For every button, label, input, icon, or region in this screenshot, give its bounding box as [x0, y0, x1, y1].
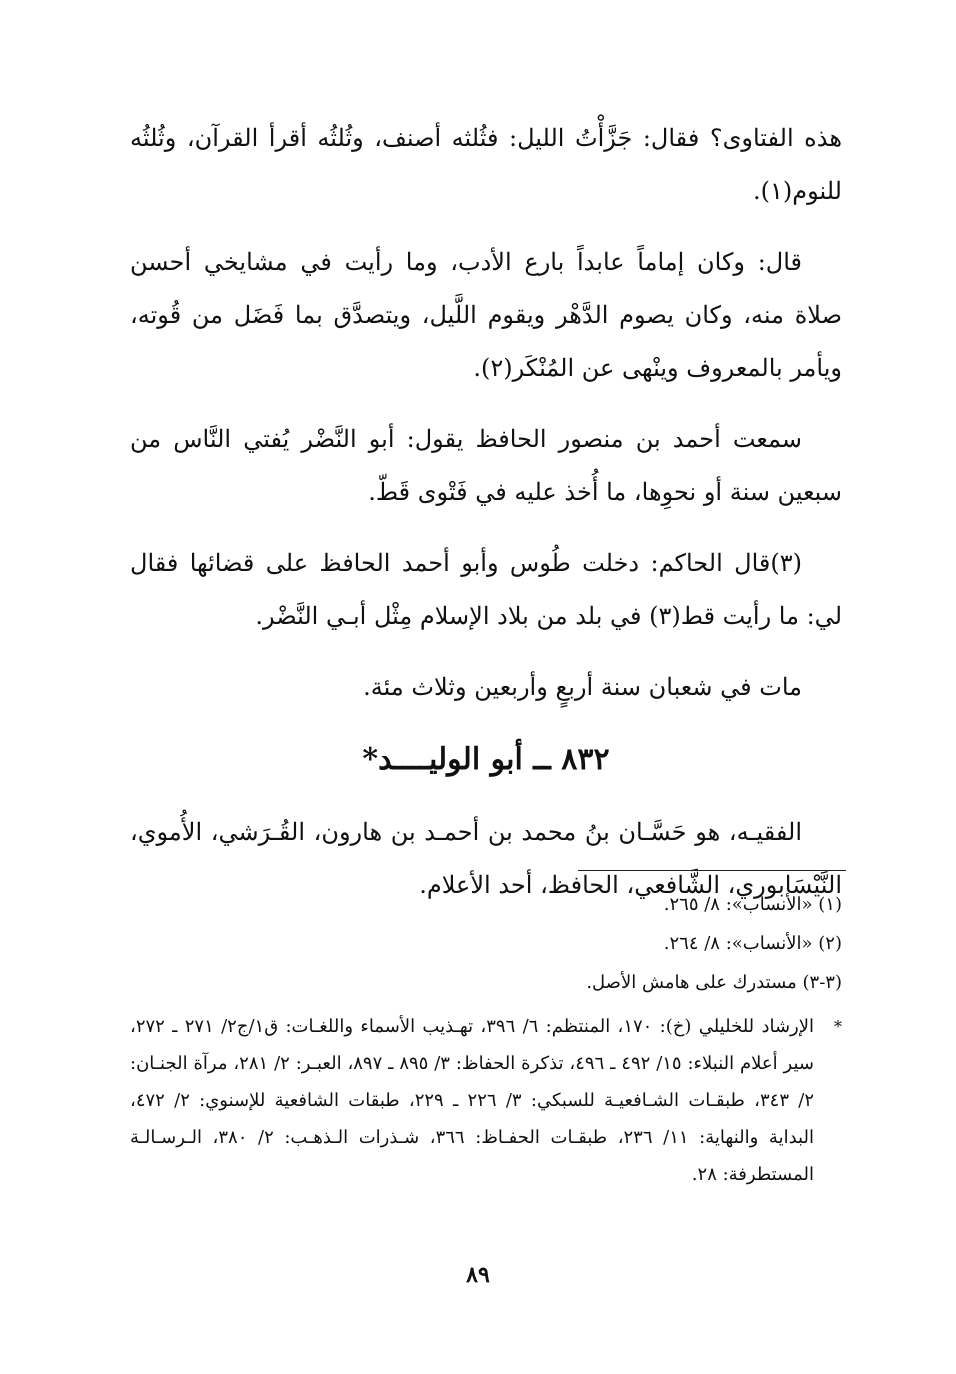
sources-text: الإرشاد للخليلي (خ): ١٧٠، المنتظم: ٦/ ٣٩٦، تهـذيب الأسماء واللغـات: ق١/ج٢/ ٢٧١ ـ ٢٧٢، سير أعلام النبلاء: ١٥/ ٤٩٢ ـ ٤٩٦، تذكرة الحفاظ: ٣/ ٨٩٥ ـ ٨٩٧، العبـر: ٢/ ٢٨١، مرآة الجنـان: ٢/ ٣٤٣، طبقـات الشـافعيـة للسبكي: ٣/ ٢٢٦ ـ ٢٢٩، طبقات الشافعية للإسنوي: ٢/ ٤٧٢، البداية والنهاية: ١١/ ٢٣٦، طبقـات الحفـاظ: ٣٦٦، شـذرات الـذهـب: ٢/ ٣٨٠، الـرسـالـة المستطرفة: ٢٨. [130, 1016, 815, 1185]
paragraph-4: (٣)قال الحاكم: دخلت طُوس وأبو أحمد الحافظ على قضائها فقال لي: ما رأيت قط(٣) في بلد من بلاد الإسلام مِثْل أبـي النَّضْر. [130, 549, 842, 630]
entry-heading: ٨٣٢ ــ أبو الوليــــد* [362, 742, 610, 777]
footnote-2: (٢) «الأنساب»: ٨/ ٢٦٤. [663, 933, 842, 954]
footnotes-section [130, 885, 842, 1193]
main-text [130, 112, 842, 930]
paragraph-1: هذه الفتاوى؟ فقال: جَزَّأْتُ الليل: فثُلثه أصنف، وثُلثُه أقرأ القرآن، وثُلثُه للنوم(١). [130, 124, 842, 205]
sources-note [130, 1008, 842, 1193]
paragraph-3: سمعت أحمد بن منصور الحافظ يقول: أبو النَّضْر يُفتي النَّاس من سبعين سنة أو نحوِها، ما أُخذ عليه في فَتْوى قَطّ. [130, 425, 842, 506]
page-number: ٨٩ [466, 1262, 490, 1288]
paragraph-2: قال: وكان إماماً عابداً بارع الأدب، وما رأيت في مشايخي أحسن صلاة منه، وكان يصوم الدَّهْر ويقوم اللَّيل، ويتصدَّق بما فَضَل من قُوته، ويأمر بالمعروف وينْهى عن المُنْكَر(٢). [130, 248, 842, 382]
paragraph-5: مات في شعبان سنة أربعٍ وأربعين وثلاث مئة. [363, 673, 802, 701]
footnote-3: (٣-٣) مستدرك على هامش الأصل. [586, 972, 842, 993]
asterisk-marker: * [834, 1017, 842, 1036]
footnote-divider [578, 870, 846, 871]
footnote-1: (١) «الأنساب»: ٨/ ٢٦٥. [663, 894, 842, 915]
biography-paragraph: الفقيـه، هو حَسَّـان بنُ محمد بن أحمـد بن هارون، القُـرَشي، الأُموي، النَّيْسَابوري، الشَّافعي، الحافظ، أحد الأعلام. [130, 818, 842, 899]
